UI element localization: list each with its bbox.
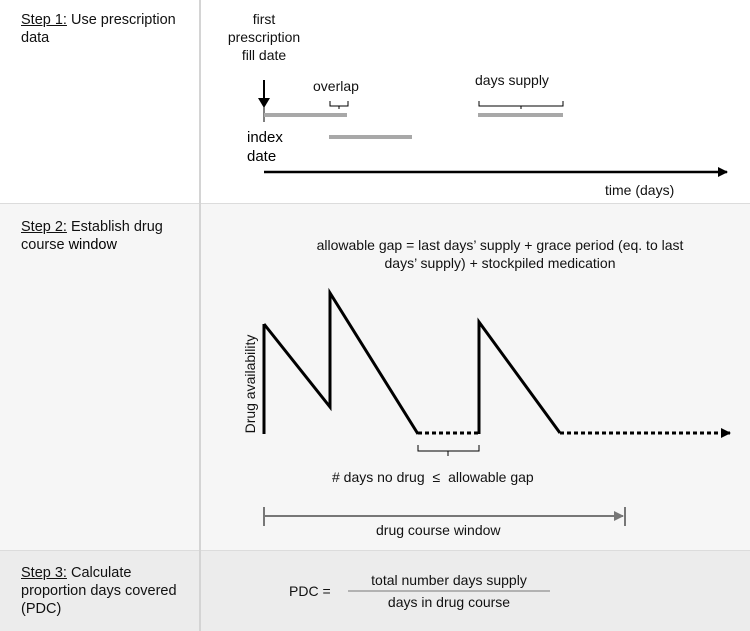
days-supply-bracket bbox=[479, 101, 563, 109]
label-line: fill date bbox=[241, 47, 287, 63]
leq-symbol: ≤ bbox=[432, 469, 441, 485]
overlap-bracket bbox=[330, 101, 348, 109]
availability-curve bbox=[479, 322, 560, 434]
step-number: Step 3: bbox=[21, 565, 67, 581]
allowable-gap-definition bbox=[260, 236, 740, 272]
step-text: Use prescription data bbox=[21, 12, 176, 46]
condition-left: # days no drug bbox=[332, 469, 425, 485]
step-number: Step 1: bbox=[21, 12, 67, 28]
gap-condition bbox=[332, 468, 534, 486]
label-line: first bbox=[252, 11, 276, 27]
label-line: allowable gap = last days’ supply + grace period (eq. to last bbox=[316, 237, 684, 253]
gap-bracket bbox=[418, 445, 479, 456]
label-line: date bbox=[247, 148, 277, 165]
pdc-label: PDC = bbox=[289, 583, 331, 599]
overlap-label: overlap bbox=[313, 78, 359, 94]
availability-curve bbox=[264, 293, 418, 434]
label-line: index bbox=[247, 129, 283, 146]
step-bold-word: window bbox=[68, 237, 117, 253]
y-axis-label: Drug availability bbox=[242, 334, 258, 434]
pdc-denominator: days in drug course bbox=[387, 594, 511, 610]
time-axis-label: time (days) bbox=[605, 182, 675, 198]
step-number: Step 2: bbox=[21, 219, 67, 235]
step-text: Establish drug course bbox=[21, 219, 163, 253]
index-date-label bbox=[247, 128, 283, 166]
step-text: Calculate proportion days covered (PDC) bbox=[21, 565, 177, 617]
pdc-numerator: total number days supply bbox=[371, 572, 527, 588]
days-supply-label: days supply bbox=[475, 72, 549, 88]
first-fill-label bbox=[218, 10, 310, 64]
first-fill-arrow bbox=[258, 80, 270, 108]
condition-right: allowable gap bbox=[448, 469, 534, 485]
label-line: days’ supply) + stockpiled medication bbox=[384, 255, 616, 271]
label-line: prescription bbox=[227, 29, 301, 45]
window-label: drug course window bbox=[376, 522, 501, 538]
